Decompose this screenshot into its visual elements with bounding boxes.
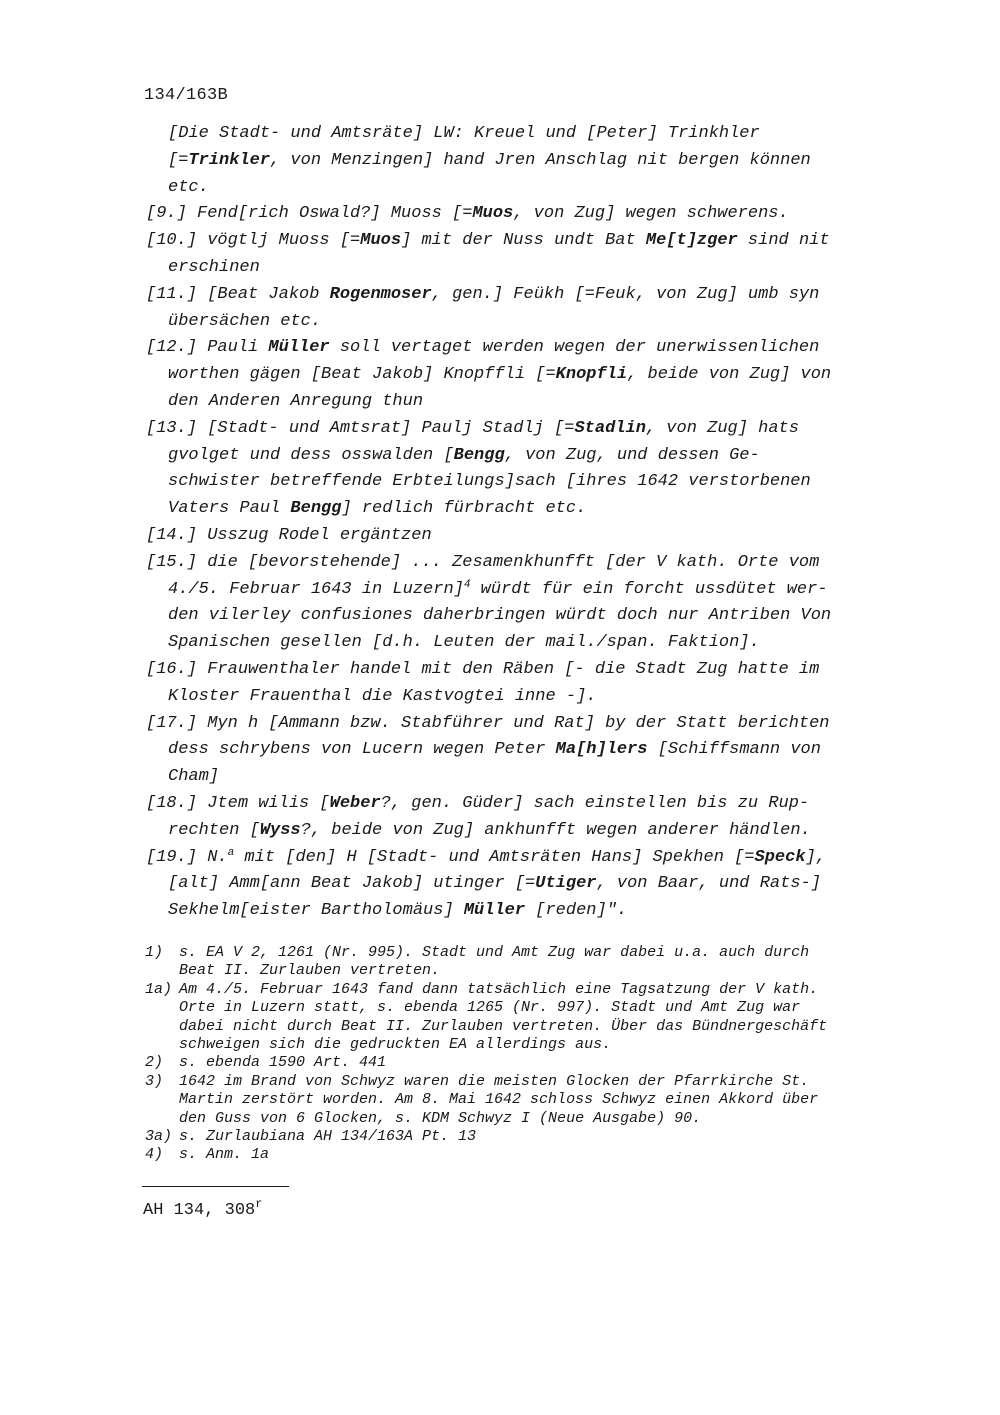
bold-name: Rogenmoser bbox=[329, 284, 432, 304]
footnote-line: 1642 im Brand von Schwyz waren die meisten Glocken der Pfarrkirche St. bbox=[179, 1072, 810, 1090]
text-segment: ], bbox=[805, 847, 826, 867]
text-line bbox=[168, 580, 828, 599]
footnote-line: den Guss von 6 Glocken, s. KDM Schwyz I (Neue Ausgabe) 90. bbox=[179, 1109, 702, 1127]
text-segment: [14.] Usszug Rodel ergäntzen bbox=[146, 525, 432, 545]
text-segment: erschinen bbox=[168, 257, 260, 277]
transcription-entry bbox=[146, 657, 946, 711]
footnote bbox=[145, 1146, 945, 1164]
footnote bbox=[145, 944, 945, 981]
text-segment: soll vertaget werden wegen der unerwissenlichen bbox=[329, 338, 820, 358]
bold-name: Weber bbox=[329, 793, 381, 813]
text-line bbox=[146, 231, 830, 250]
footnote-number: 1) bbox=[145, 944, 164, 961]
text-line bbox=[168, 312, 321, 331]
text-segment: , von Zug, und dessen Ge- bbox=[504, 445, 760, 465]
text-line bbox=[168, 874, 821, 893]
text-segment: [12.] Pauli bbox=[146, 338, 269, 358]
transcription-entry bbox=[146, 523, 946, 550]
text-segment: Spanischen gesellen [d.h. Leuten der mail./span. Faktion]. bbox=[168, 633, 760, 653]
text-segment: Kloster Frauenthal die Kastvogtei inne -]. bbox=[168, 686, 597, 706]
text-segment: ] redlich fürbracht etc. bbox=[341, 499, 587, 519]
footnote-text bbox=[179, 944, 945, 981]
footnote-line: s. Zurlaubiana AH 134/163A Pt. 13 bbox=[179, 1128, 477, 1146]
folio-side: r bbox=[255, 1197, 263, 1211]
text-line bbox=[168, 633, 760, 652]
bold-name: Ma[h]lers bbox=[555, 740, 648, 760]
footnote-line: s. Anm. 1a bbox=[179, 1146, 270, 1164]
text-segment: ?, beide von Zug] ankhunfft wegen anderer händlen. bbox=[300, 820, 811, 840]
bold-name: Muos bbox=[472, 204, 514, 224]
transcription-entry bbox=[146, 335, 946, 415]
footnote bbox=[145, 1128, 945, 1146]
transcription-entry bbox=[146, 845, 946, 925]
footnote-number: 3a) bbox=[145, 1128, 173, 1146]
text-segment: [13.] [Stadt- und Amtsrat] Paulj Stadlj [= bbox=[146, 418, 575, 438]
text-line bbox=[146, 553, 819, 572]
text-segment: [alt] Amm[ann Beat Jakob] utinger [= bbox=[168, 874, 536, 894]
text-line bbox=[146, 285, 819, 304]
text-segment: [17.] Myn h [Ammann bzw. Stabführer und Rat] by der Statt berichten bbox=[146, 713, 830, 733]
footnote-text bbox=[179, 1146, 945, 1164]
text-segment: [Die Stadt- und Amtsräte] LW: Kreuel und [Peter] Trinkhler bbox=[168, 124, 760, 143]
text-line bbox=[168, 472, 811, 491]
transcription-entry bbox=[146, 416, 946, 523]
source-ref-text: AH 134, 308 bbox=[143, 1201, 256, 1220]
footnote-line: s. EA V 2, 1261 (Nr. 995). Stadt und Amt Zug war dabei u.a. auch durch bbox=[179, 944, 810, 961]
text-segment: rechten [ bbox=[168, 820, 260, 840]
text-line bbox=[168, 365, 831, 384]
text-segment: ?, gen. Güder] sach einstellen bis zu Rup- bbox=[380, 793, 810, 813]
footnote-line: Martin zerstört worden. Am 8. Mai 1642 schloss Schwyz einen Akkord über bbox=[179, 1091, 819, 1109]
text-line bbox=[168, 821, 811, 840]
text-segment: [9.] Fend[rich Oswald?] Muoss [= bbox=[146, 204, 473, 224]
footnote-line: s. ebenda 1590 Art. 441 bbox=[179, 1054, 387, 1072]
text-line bbox=[168, 178, 209, 197]
text-line bbox=[168, 124, 760, 143]
text-line bbox=[168, 392, 423, 411]
text-segment: , von Zug] wegen schwerens. bbox=[513, 204, 789, 224]
text-segment: etc. bbox=[168, 177, 209, 197]
footnote-text bbox=[179, 981, 945, 1055]
text-line bbox=[168, 258, 260, 277]
text-segment: , gen.] Feükh [=Feuk, von Zug] umb syn bbox=[431, 284, 820, 304]
text-segment: [16.] Frauwenthaler handel mit den Räben [- die Stadt Zug hatte im bbox=[146, 659, 820, 679]
text-segment: [15.] die [bevorstehende] ... Zesamenkhunfft [der V kath. Orte vom bbox=[146, 552, 820, 572]
transcription-entry bbox=[146, 228, 946, 282]
footnote-line: Am 4./5. Februar 1643 fand dann tatsächlich eine Tagsatzung der V kath. bbox=[179, 980, 819, 998]
text-segment: ] mit der Nuss undt Bat bbox=[401, 231, 646, 251]
superscript: 4 bbox=[463, 578, 471, 591]
footnote-line: Beat II. Zurlauben vertreten. bbox=[179, 962, 441, 980]
footnote-number: 2) bbox=[145, 1054, 164, 1072]
transcription-entry bbox=[146, 282, 946, 336]
transcription-body bbox=[146, 121, 946, 925]
bold-name: Stadlin bbox=[574, 418, 646, 438]
text-line bbox=[168, 606, 831, 625]
text-line bbox=[146, 204, 789, 223]
text-segment: mit [den] H [Stadt- und Amtsräten Hans] Spekhen [= bbox=[234, 847, 755, 867]
footnote bbox=[145, 1073, 945, 1128]
text-line bbox=[146, 660, 819, 679]
bold-name: Trinkler bbox=[188, 150, 271, 170]
text-segment: [= bbox=[168, 150, 189, 170]
text-line bbox=[146, 338, 819, 357]
text-segment: Sekhelm[eister Bartholomäus] bbox=[168, 901, 464, 921]
text-segment: gvolget und dess osswalden [ bbox=[168, 445, 454, 465]
bold-name: Müller bbox=[463, 901, 526, 921]
text-line bbox=[146, 526, 432, 545]
text-segment: , von Menzingen] hand Jren Anschlag nit bergen können bbox=[270, 150, 811, 170]
text-segment: würdt für ein forcht ussdütet wer- bbox=[470, 579, 828, 599]
bold-name: Speck bbox=[754, 847, 806, 867]
bold-name: Bengg bbox=[453, 445, 505, 465]
footer-rule bbox=[142, 1186, 289, 1187]
bold-name: Muos bbox=[360, 231, 402, 251]
footnote bbox=[145, 981, 945, 1055]
text-line bbox=[168, 901, 627, 920]
text-segment: worthen gägen [Beat Jakob] Knopffli [= bbox=[168, 365, 556, 385]
footnote-number: 3) bbox=[145, 1072, 164, 1090]
bold-name: Wyss bbox=[259, 820, 301, 840]
text-segment: , von Zug] hats bbox=[645, 418, 799, 438]
text-segment: den vilerley confusiones daherbringen würdt doch nur Antriben Von bbox=[168, 606, 832, 626]
footnote-number: 4) bbox=[145, 1146, 164, 1164]
text-segment: übersächen etc. bbox=[168, 311, 322, 331]
text-line bbox=[146, 714, 830, 733]
text-line bbox=[168, 499, 586, 518]
text-segment: [11.] [Beat Jakob bbox=[146, 284, 330, 304]
transcription-entry bbox=[146, 550, 946, 657]
bold-name: Müller bbox=[268, 338, 330, 358]
text-segment: den Anderen Anregung thun bbox=[168, 391, 424, 411]
footnote-text bbox=[179, 1128, 945, 1146]
text-line bbox=[168, 767, 219, 786]
transcription-entry bbox=[146, 121, 946, 201]
text-segment: [reden]". bbox=[525, 901, 628, 921]
footnote-text bbox=[179, 1073, 945, 1128]
bold-name: Bengg bbox=[290, 499, 342, 519]
bold-name: Knopfli bbox=[555, 365, 628, 385]
text-line bbox=[146, 794, 809, 813]
text-segment: Vaters Paul bbox=[168, 499, 291, 519]
text-segment: [Schiffsmann von bbox=[647, 740, 821, 760]
footnote-line: Orte in Luzern statt, s. ebenda 1265 (Nr. 997). Stadt und Amt Zug war bbox=[179, 999, 801, 1017]
text-segment: dess schrybens von Lucern wegen Peter bbox=[168, 740, 556, 760]
text-line bbox=[168, 740, 821, 759]
text-line bbox=[168, 151, 811, 170]
bold-name: Me[t]zger bbox=[645, 231, 738, 251]
footnote-line: dabei nicht durch Beat II. Zurlauben vertreten. Über das Bündnergeschäft bbox=[179, 1017, 828, 1035]
text-segment: [10.] vögtlj Muoss [= bbox=[146, 231, 361, 251]
footnote-line: schweigen sich die gedruckten EA allerdings aus. bbox=[179, 1036, 612, 1054]
bold-name: Utiger bbox=[535, 874, 597, 894]
text-segment: 4./5. Februar 1643 in Luzern] bbox=[168, 579, 464, 599]
text-segment: [19.] N. bbox=[146, 847, 228, 867]
text-line bbox=[168, 446, 760, 465]
page-reference: 134/163B bbox=[144, 86, 229, 105]
text-line bbox=[146, 419, 799, 438]
superscript: a bbox=[227, 846, 235, 859]
transcription-entry bbox=[146, 791, 946, 845]
text-line bbox=[168, 687, 596, 706]
transcription-entry bbox=[146, 711, 946, 791]
text-segment: , beide von Zug] von bbox=[627, 365, 832, 385]
text-segment: [18.] Jtem wilis [ bbox=[146, 793, 330, 813]
text-segment: schwister betreffende Erbteilungs]sach [ihres 1642 verstorbenen bbox=[168, 472, 811, 492]
text-segment: , von Baar, und Rats-] bbox=[596, 874, 821, 894]
footnotes bbox=[145, 944, 945, 1165]
footnote-text bbox=[179, 1054, 945, 1072]
footnote bbox=[145, 1054, 945, 1072]
text-segment: Cham] bbox=[168, 767, 220, 787]
transcription-entry bbox=[146, 201, 946, 228]
text-line bbox=[146, 848, 826, 867]
source-reference bbox=[143, 1197, 263, 1220]
text-segment: sind nit bbox=[737, 231, 830, 251]
footnote-number: 1a) bbox=[145, 980, 173, 998]
